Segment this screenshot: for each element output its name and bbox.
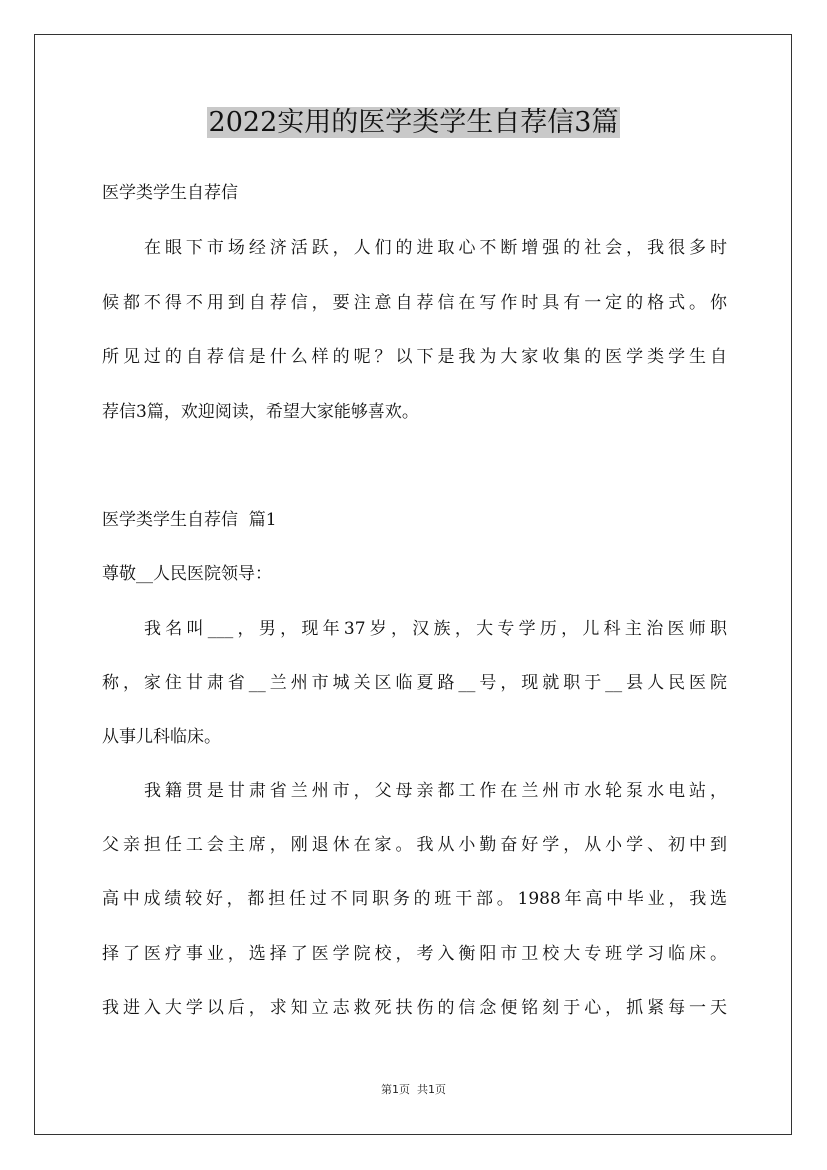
intro-line: 在眼下市场经济活跃，人们的进取心不断增强的社会，我很多时 xyxy=(144,238,727,258)
paragraph-line: 我名叫___，男，现年37岁，汉族，大专学历，儿科主治医师职 xyxy=(144,619,727,639)
intro-line: 所见过的自荐信是什么样的呢？以下是我为大家收集的医学类学生自 xyxy=(102,347,727,367)
intro-line: 候都不得不用到自荐信，要注意自荐信在写作时具有一定的格式。你 xyxy=(102,293,727,313)
paragraph-line: 高中成绩较好，都担任过不同职务的班干部。1988年高中毕业，我选 xyxy=(102,889,727,909)
paragraph-line: 父亲担任工会主席，刚退休在家。我从小勤奋好学，从小学、初中到 xyxy=(102,835,727,855)
letter-heading: 医学类学生自荐信 篇1 xyxy=(102,510,277,530)
salutation: 尊敬__人民医院领导： xyxy=(102,564,272,584)
page-footer: 第1页 共1页 xyxy=(381,1083,446,1096)
paragraph-line: 从事儿科临床。 xyxy=(102,727,221,747)
paragraph-line: 我进入大学以后，求知立志救死扶伤的信念便铭刻于心，抓紧每一天 xyxy=(102,998,727,1018)
document-title: 2022实用的医学类学生自荐信3篇 xyxy=(208,107,619,138)
section-heading: 医学类学生自荐信 xyxy=(102,183,238,203)
intro-line: 荐信3篇，欢迎阅读，希望大家能够喜欢。 xyxy=(102,402,419,422)
paragraph-line: 称，家住甘肃省__兰州市城关区临夏路__号，现就职于__县人民医院 xyxy=(102,673,727,693)
paragraph-line: 我籍贯是甘肃省兰州市，父母亲都工作在兰州市水轮泵水电站， xyxy=(144,781,727,801)
paragraph-line: 择了医疗事业，选择了医学院校，考入衡阳市卫校大专班学习临床。 xyxy=(102,944,727,964)
